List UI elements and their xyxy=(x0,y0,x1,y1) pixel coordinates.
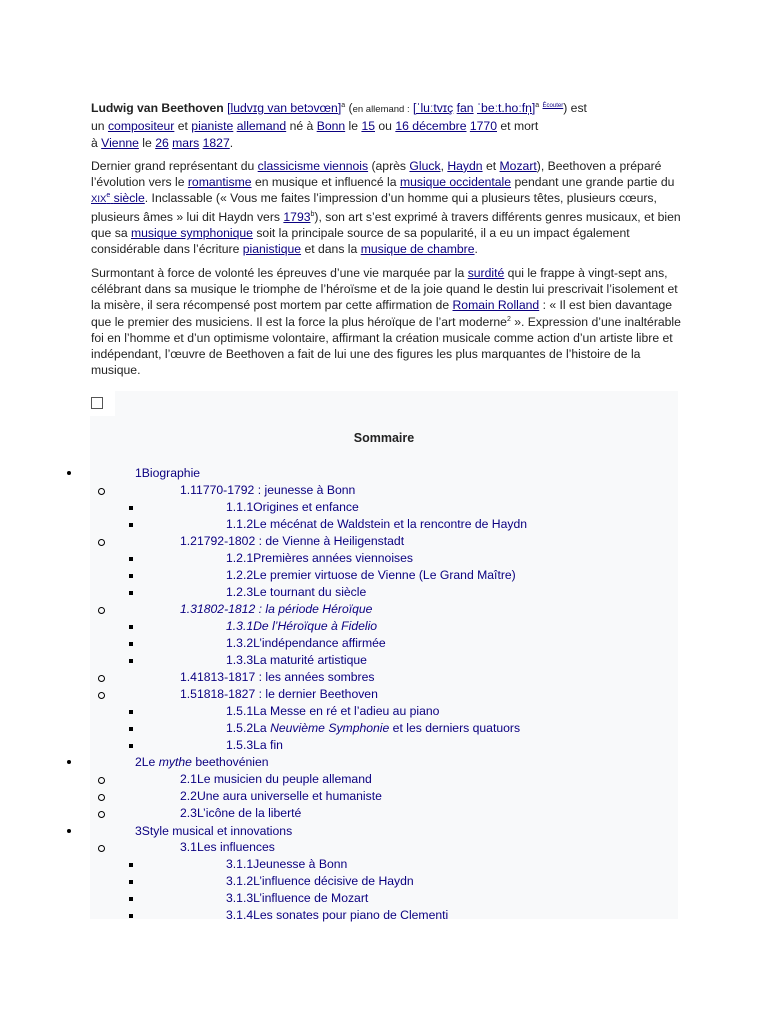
toc-label: 1818-1827 : le dernier Beethoven xyxy=(196,687,378,701)
ipa-link[interactable]: [ludvɪɡ van betɔvœn] xyxy=(227,101,342,115)
text-fragment: en musique et influencé la xyxy=(254,175,397,190)
toc-item-1-5-1[interactable] xyxy=(226,703,439,720)
text-fragment: ou xyxy=(378,119,392,134)
text-fragment: , xyxy=(440,158,444,173)
link-vienne[interactable]: Vienne xyxy=(101,135,139,150)
toc-item-1-1[interactable] xyxy=(180,482,355,499)
german-ipa-3[interactable]: ˈbeːt.hoːfn̩] xyxy=(476,101,536,115)
toc-number: 1 xyxy=(135,466,142,480)
text-fragment: . xyxy=(229,135,234,150)
german-ipa-1[interactable]: [ˈluːtvɪç xyxy=(413,101,454,115)
text-fragment: ». Expression d’une inaltérable foi en l’homme et d’un optimisme volontaire, affirmant la création musicale comme action d’un artiste libre et indépendant, l’œuvre de Beethoven a fait de lui une des figures les plus marquantes de l’histoire de la musique. xyxy=(91,314,681,378)
toc-label: beethovénien xyxy=(191,755,269,769)
link-musique-occidentale[interactable]: musique occidentale xyxy=(399,175,512,190)
ipa-note[interactable]: a xyxy=(341,101,346,109)
bullet-square-icon xyxy=(129,710,133,714)
toc-number: 1.3.3 xyxy=(226,653,254,667)
toc-label: 1792-1802 : de Vienne à Heiligenstadt xyxy=(196,534,405,548)
toc-item-2-3[interactable] xyxy=(180,805,301,822)
text-fragment: soit la principale source de sa popularité, il a eu un impact également considérable dans l’écriture xyxy=(91,226,630,257)
text-fragment: : « Il est bien davantage que le premier des musiciens. Il est la force la plus héroïque de l’art moderne xyxy=(91,298,673,329)
toc-label: Jeunesse à Bonn xyxy=(253,857,348,871)
text-fragment: ), son art s’est exprimé à travers différents genres musicaux, et bien que sa xyxy=(91,209,681,241)
bullet-square-icon xyxy=(129,574,133,578)
intro-paragraph-1: Ludwig van Beethoven [ludvɪɡ van betɔvœn]$^a$ (en allemand : [ˈluːtvɪç fan ˈbeːt.hoːfn̩]$^a$ $^{Écouter}$) est un compositeur et pianiste allemand né à Bonn le 15 ou 16 décembre 1770 et mort à Vienne le 26 mars 1827. xyxy=(91,101,587,150)
toc-number: 1.3.2 xyxy=(226,636,254,650)
toc-item-3-1-3[interactable] xyxy=(226,890,368,907)
toc-number: 3.1.1 xyxy=(226,857,254,871)
language-label: en allemand : xyxy=(352,104,410,115)
link-mozart[interactable]: Mozart xyxy=(499,158,537,173)
link-siecle[interactable] xyxy=(91,191,145,205)
toc-label: La fin xyxy=(253,738,283,752)
toc-label: Le musicien du peuple allemand xyxy=(196,772,372,786)
intro-paragraph-2 xyxy=(91,158,681,258)
link-gluck[interactable]: Gluck xyxy=(409,158,441,173)
toc-number: 1.5.3 xyxy=(226,738,254,752)
toc-label: et les derniers quatuors xyxy=(389,721,521,735)
bullet-circle-icon xyxy=(98,488,105,495)
text-fragment: et xyxy=(177,119,188,134)
bullet-circle-icon xyxy=(98,692,105,699)
bullet-circle-icon xyxy=(98,539,105,546)
german-ipa-note[interactable]: a xyxy=(535,101,540,109)
toc-label: La Messe en ré et l’adieu au piano xyxy=(253,704,440,718)
link-mars[interactable]: mars xyxy=(172,135,200,150)
toc-item-1-5-2[interactable] xyxy=(226,720,520,737)
toc-item-3-1[interactable] xyxy=(180,839,275,856)
toc-number: 3.1.4 xyxy=(226,908,254,922)
toc-label: Origines et enfance xyxy=(253,500,359,514)
toc-item-1-3-2[interactable] xyxy=(226,635,386,652)
text-fragment: . Inclassable (« Vous me faites l’impression d’un homme qui a plusieurs têtes, plusieurs cœurs, plusieurs âmes » lui dit Haydn vers xyxy=(91,191,657,224)
toc-number: 1.1.2 xyxy=(226,517,254,531)
toc-title: Sommaire xyxy=(353,431,415,445)
link-allemand[interactable]: allemand xyxy=(236,119,287,134)
text-fragment: . xyxy=(474,242,478,257)
bullet-circle-icon xyxy=(98,607,105,614)
toc-item-3-1-4[interactable] xyxy=(226,907,448,924)
bullet-square-icon xyxy=(129,642,133,646)
text-fragment: Dernier grand représentant du xyxy=(91,158,255,173)
toc-label: Une aura universelle et humaniste xyxy=(196,789,382,803)
toc-item-3-1-2[interactable] xyxy=(226,873,414,890)
bullet-circle-icon xyxy=(98,845,105,852)
text-fragment: e xyxy=(106,192,111,200)
text-fragment: siècle xyxy=(113,191,145,206)
intro-paragraph-3 xyxy=(91,265,681,379)
toc-item-1-2[interactable] xyxy=(180,533,404,550)
toc-number: 1.1.1 xyxy=(226,500,254,514)
toc-label: Le xyxy=(141,755,159,769)
link-1793[interactable]: 1793 xyxy=(283,209,311,224)
toc-item-1-2-3[interactable] xyxy=(226,584,366,601)
text-fragment: (après xyxy=(371,158,407,173)
toc-item-1[interactable] xyxy=(135,465,200,482)
toc-label: 1770-1792 : jeunesse à Bonn xyxy=(196,483,356,497)
toc-item-1-5[interactable] xyxy=(180,686,378,703)
toc-number: 1.2.3 xyxy=(226,585,254,599)
bullet-disc-icon xyxy=(67,471,71,475)
toc-item-1-3[interactable] xyxy=(180,601,372,618)
link-pianiste[interactable]: pianiste xyxy=(191,119,234,134)
toc-number: 1.2.2 xyxy=(226,568,254,582)
toc-label: La maturité artistique xyxy=(253,653,367,667)
toc-number: 2.2 xyxy=(180,789,197,803)
toc-item-1-1-1[interactable] xyxy=(226,499,359,516)
toc-item-2[interactable] xyxy=(135,754,269,771)
toc-label: Les sonates pour piano de Clementi xyxy=(253,908,449,922)
toc-number: 3 xyxy=(135,824,142,838)
toc-item-1-3-1[interactable] xyxy=(226,618,377,635)
toc-number: 2 xyxy=(135,755,142,769)
link-26[interactable]: 26 xyxy=(155,135,169,150)
toc-label: Le mécénat de Waldstein et la rencontre de Haydn xyxy=(253,517,528,531)
german-ipa-2[interactable]: fan xyxy=(456,101,474,115)
bullet-disc-icon xyxy=(67,760,71,764)
text-fragment: né à xyxy=(289,119,314,134)
toc-label: L’icône de la liberté xyxy=(196,806,302,820)
listen-link[interactable]: Écouter xyxy=(542,102,564,109)
toc-item-3[interactable] xyxy=(135,823,292,840)
text-fragment: et dans la xyxy=(304,242,358,257)
toc-number: 1.3.1 xyxy=(226,619,254,633)
toc-number: 1.5 xyxy=(180,687,197,701)
bullet-square-icon xyxy=(129,727,133,731)
bullet-square-icon xyxy=(129,880,133,884)
text-fragment: qui le frappe à vingt-sept ans, célébrant dans sa musique le triomphe de l’héroïsme et de la joie quand le destin lui prescrivait l’isolement et la misère, il sera récompensé post mortem par cette affirmation de xyxy=(91,265,678,313)
bullet-square-icon xyxy=(129,506,133,510)
toc-number: 3.1.2 xyxy=(226,874,254,888)
toc-label: L’influence décisive de Haydn xyxy=(253,874,414,888)
text-fragment: pendant une grande partie du xyxy=(514,175,675,190)
bullet-square-icon xyxy=(129,914,133,918)
text-fragment: ) est xyxy=(563,101,587,115)
subject-name: Ludwig van Beethoven xyxy=(91,101,224,115)
text-fragment: XIX xyxy=(91,194,107,206)
toc-number: 1.3 xyxy=(180,602,197,616)
toc-item-1-3-3[interactable] xyxy=(226,652,367,669)
toc-label: mythe xyxy=(158,755,192,769)
bullet-square-icon xyxy=(129,625,133,629)
link-pianistique[interactable]: pianistique xyxy=(242,242,302,257)
toc-label: Neuvième Symphonie xyxy=(270,721,390,735)
text-fragment: le xyxy=(142,135,152,150)
toc-number: 3.1.3 xyxy=(226,891,254,905)
bullet-disc-icon xyxy=(67,829,71,833)
toc-number: 1.2.1 xyxy=(226,551,254,565)
text-fragment[interactable]: 2 xyxy=(506,315,511,323)
bullet-square-icon xyxy=(129,659,133,663)
article-intro xyxy=(91,100,681,386)
toc-item-2-1[interactable] xyxy=(180,771,372,788)
toc-item-1-2-1[interactable] xyxy=(226,550,413,567)
link-compositeur[interactable]: compositeur xyxy=(107,119,175,134)
text-fragment: un xyxy=(91,119,105,134)
bullet-circle-icon xyxy=(98,675,105,682)
text-fragment: et mort xyxy=(500,119,539,134)
toc-number: 1.5.1 xyxy=(226,704,254,718)
link-musique-de-chambre[interactable]: musique de chambre xyxy=(360,242,475,257)
toc-label: Les influences xyxy=(196,840,275,854)
toc-label: Premières années viennoises xyxy=(253,551,413,565)
bullet-square-icon xyxy=(129,744,133,748)
link-romantisme[interactable]: romantisme xyxy=(187,175,252,190)
toc-label: La xyxy=(253,721,271,735)
bullet-circle-icon xyxy=(98,811,105,818)
toc-number: 2.3 xyxy=(180,806,197,820)
toc-label: Style musical et innovations xyxy=(141,824,293,838)
text-fragment: ), Beethoven a préparé l’évolution vers le xyxy=(91,158,662,190)
text-fragment[interactable]: b xyxy=(310,210,315,218)
toc-label: L’influence de Mozart xyxy=(253,891,369,905)
bullet-circle-icon xyxy=(98,777,105,784)
link-romain-rolland[interactable]: Romain Rolland xyxy=(452,298,540,313)
link-musique-symphonique[interactable]: musique symphonique xyxy=(130,226,253,241)
link-bonn[interactable]: Bonn xyxy=(316,119,346,134)
toc-number: 1.4 xyxy=(180,670,197,684)
toc-number: 3.1 xyxy=(180,840,197,854)
bullet-square-icon xyxy=(129,863,133,867)
toc-number: 2.1 xyxy=(180,772,197,786)
bullet-circle-icon xyxy=(98,794,105,801)
link-haydn[interactable]: Haydn xyxy=(447,158,483,173)
text-fragment: Surmontant à force de volonté les épreuves d’une vie marquée par la xyxy=(91,265,465,280)
bullet-square-icon xyxy=(129,523,133,527)
link-1827[interactable]: 1827 xyxy=(202,135,230,150)
toc-label: L’indépendance affirmée xyxy=(253,636,386,650)
toc-item-2-2[interactable] xyxy=(180,788,382,805)
toc-number: 1.2 xyxy=(180,534,197,548)
link-surdite[interactable]: surdité xyxy=(467,265,505,280)
toc-item-1-1-2[interactable] xyxy=(226,516,527,533)
text-fragment: à xyxy=(91,135,98,150)
toc-label: De l’Héroïque à Fidelio xyxy=(253,619,378,633)
toc-label: Le premier virtuose de Vienne (Le Grand Maître) xyxy=(253,568,516,582)
toc-label: Biographie xyxy=(141,466,201,480)
link-16-decembre[interactable]: 16 décembre xyxy=(395,119,467,134)
link-15[interactable]: 15 xyxy=(361,119,375,134)
toc-item-1-5-3[interactable] xyxy=(226,737,283,754)
toc-number: 1.5.2 xyxy=(226,721,254,735)
bullet-square-icon xyxy=(129,897,133,901)
toc-label: Le tournant du siècle xyxy=(253,585,367,599)
toc-number: 1.1 xyxy=(180,483,197,497)
link-1770[interactable]: 1770 xyxy=(469,119,497,134)
toc-label: 1813-1817 : les années sombres xyxy=(196,670,375,684)
toc-item-3-1-1[interactable] xyxy=(226,856,347,873)
toc-label: 1802-1812 : la période Héroïque xyxy=(196,602,373,616)
toc-item-1-4[interactable] xyxy=(180,669,374,686)
link-classicisme[interactable]: classicisme viennois xyxy=(257,158,369,173)
bullet-square-icon xyxy=(129,557,133,561)
toc-item-1-2-2[interactable] xyxy=(226,567,516,584)
toc-toggle-checkbox[interactable] xyxy=(91,397,103,409)
bullet-square-icon xyxy=(129,591,133,595)
text-fragment: et xyxy=(485,158,497,173)
text-fragment: le xyxy=(348,119,359,134)
